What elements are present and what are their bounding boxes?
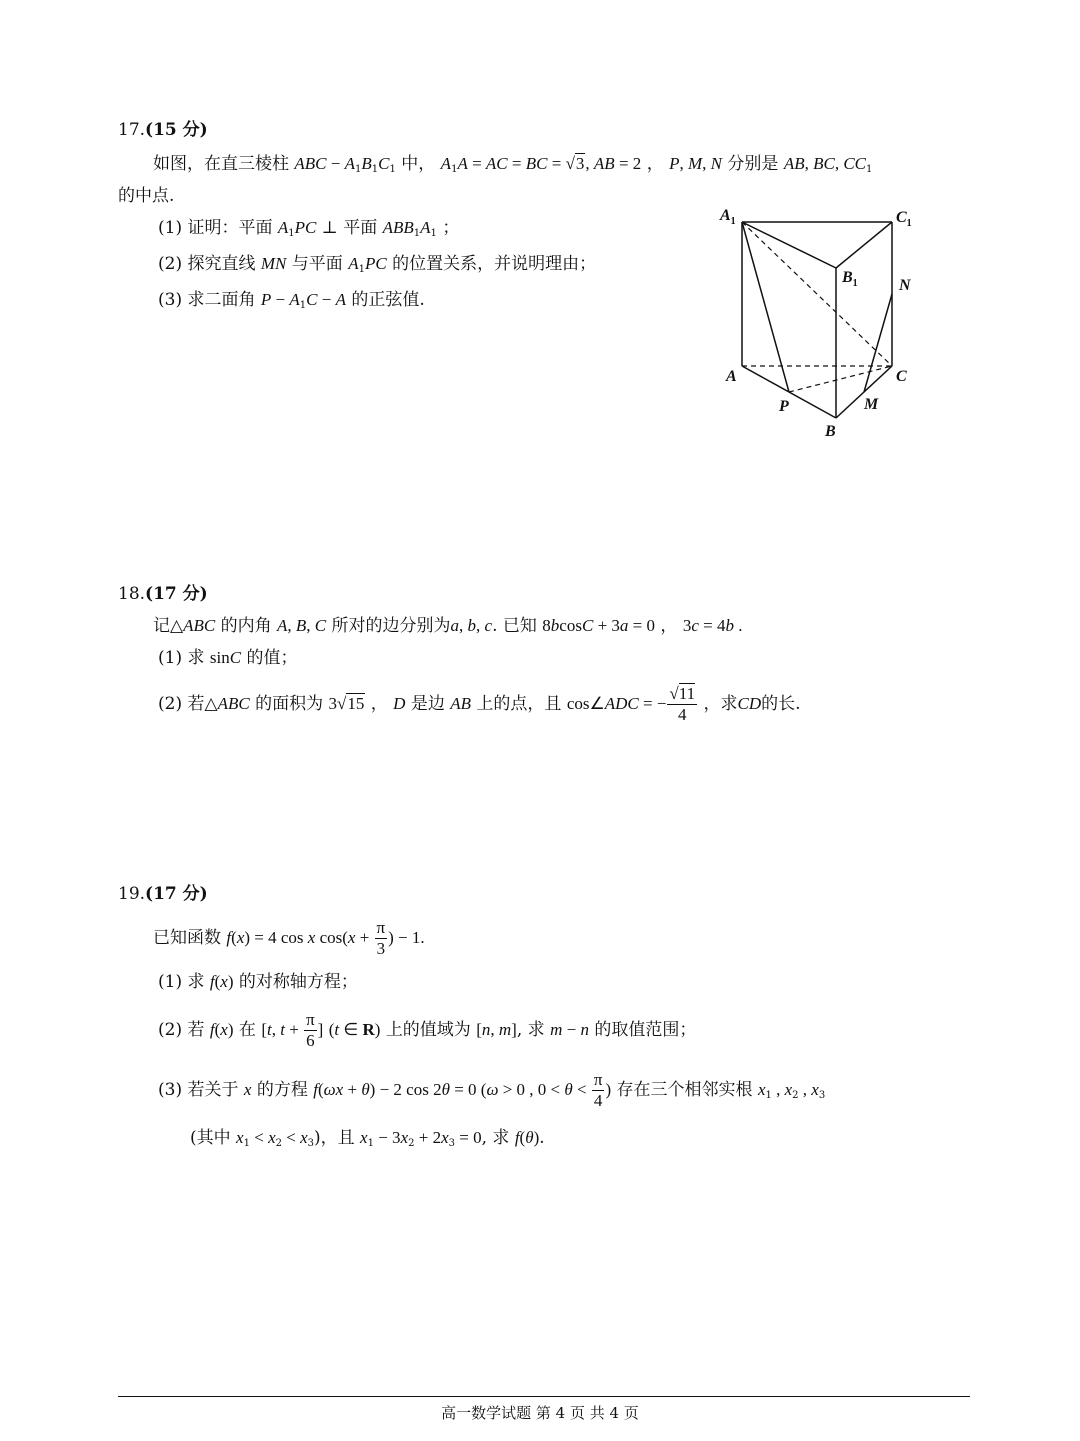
problem-19-q1: (1) 求 f(x) 的对称轴方程； [158,972,358,992]
label-a1: $A_1$ [720,207,736,227]
prism-figure [712,200,932,450]
label-a: A [726,368,737,385]
edge-b1-c1 [836,222,892,268]
label-b: B [825,423,836,440]
segment-p-c-hidden [789,366,892,392]
label-p: P [779,398,789,415]
page-footer: 高一数学试题 第 4 页 共 4 页 [441,1404,639,1422]
problem-19-q3-line2: (其中 $x_1 < x_2 < x_3$)，且 $x_1 - 3x_2 + 2x_3 = 0$, 求 f(θ). [190,1128,545,1149]
segment-a1-c-hidden [742,222,892,366]
problem-17-stem-line2: 的中点. [118,186,175,206]
problem-18-q1: (1) 求 sinC 的值； [158,648,298,668]
problem-17-score: (15 分) [145,120,208,140]
problem-18-score: (17 分) [145,584,208,604]
label-n: N [899,277,911,294]
label-c: C [896,368,907,385]
problem-18-number: 18. [118,584,146,604]
problem-19-q2: (2) 若 f(x) 在 [t, t + $\frac{\pi}{6}$ ] (t ∈ R) 上的值域为 [n, m], 求 m − n 的取值范围； [158,1010,697,1050]
problem-17-q3: (3) 求二面角 $P - A_1C - A$ 的正弦值. [158,290,425,311]
problem-19-score: (17 分) [145,884,208,904]
problem-19-stem: 已知函数 f(x) = 4 cos x cos(x + $\frac{\pi}{3}$ ) − 1. [153,918,425,958]
label-b1: $B_1$ [842,269,858,289]
problem-17-stem-line1: 如图，在直三棱柱 ABC − $A_1B_1C_1$ 中， $A_1A$ = AC = BC = √3, AB = 2 ， P, M, N 分别是 AB, BC, $CC_1$ [153,154,873,175]
problem-19-q3-line1: (3) 若关于 x 的方程 f(ωx + θ) − 2 cos 2θ = 0 (ω > 0 , 0 < θ < $\frac{\pi}{4}$ ) 存在三个相邻实根 $x_1$ , $x_2$ , $x_3$ [158,1070,826,1110]
problem-17-header [118,118,208,142]
problem-17-q2: (2) 探究直线 MN 与平面 $A_1PC$ 的位置关系，并说明理由； [158,254,597,275]
label-c1: $C_1$ [896,209,912,229]
problem-19-header [118,882,208,906]
problem-19-number: 19. [118,884,146,904]
problem-18-stem: 记△ABC 的内角 A, B, C 所对的边分别为a, b, c. 已知 8bcosC + 3a = 0 ， 3c = 4b . [153,616,743,636]
problem-18-q2: (2) 若△ABC 的面积为 3√15 ， D 是边 AB 上的点，且 cos∠ADC = − $\frac{√11}{4}$ ，求CD的长. [158,684,801,724]
problem-17-number: 17. [118,120,146,140]
problem-18-header [118,582,208,606]
problem-17-q1: (1) 证明：平面 $A_1PC$ ⊥ 平面 $ABB_1A_1$ ； [158,218,460,239]
label-m: M [864,396,879,413]
footer-divider [118,1396,970,1397]
edge-a1-b1 [742,222,836,268]
